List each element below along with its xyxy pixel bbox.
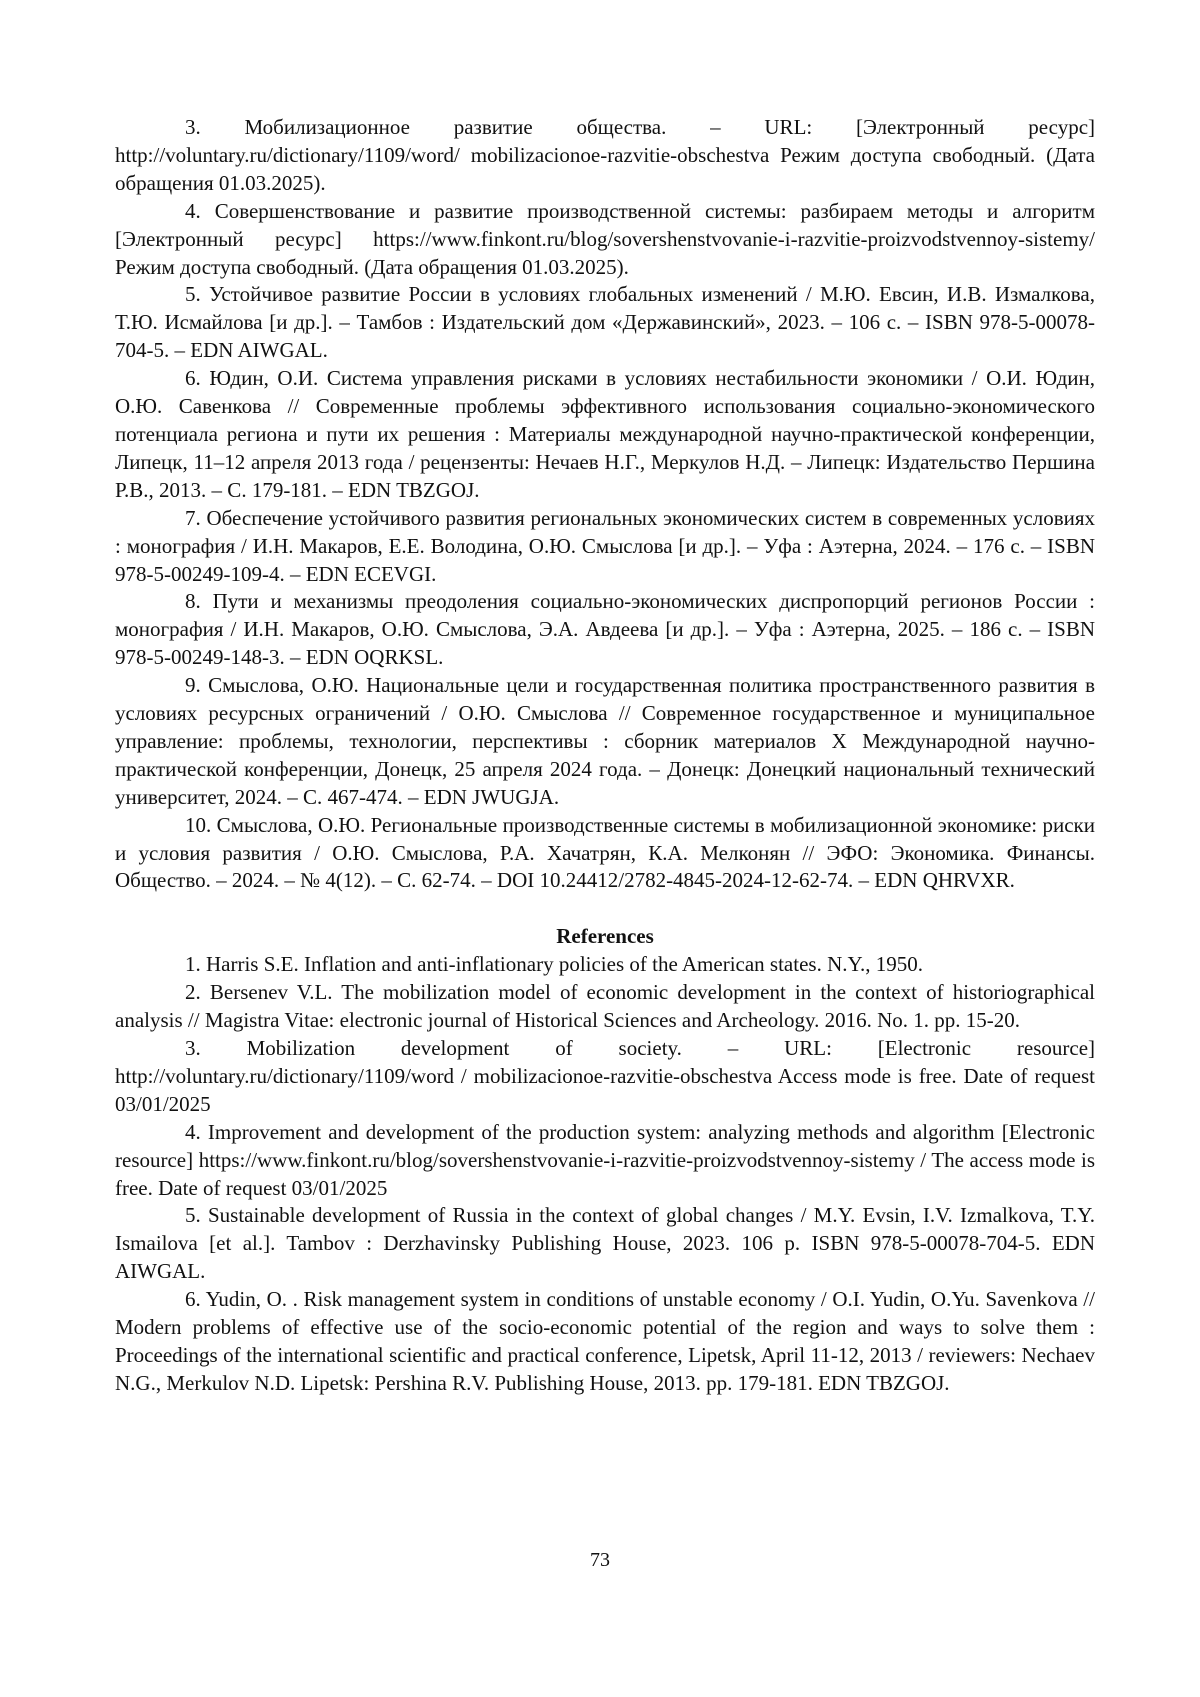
document-page xyxy=(115,114,1095,1398)
reference-text: Harris S.E. Inflation and anti-inflationary policies of the American states. N.Y., 1950. xyxy=(206,952,923,976)
reference-entry-3: 3. Mobilization development of society. – URL: [Electronic resource] http://voluntary.ru/dictionary/1109/word / mobilizacionoe-razvitie-obschestva Access mode is free. Date of request 03/01/2025 xyxy=(115,1035,1095,1119)
source-entry-4: 4. Совершенствование и развитие производственной системы: разбираем методы и алгоритм [Электронный ресурс] https://www.finkont.ru/blog/sovershenstvovanie-i-razvitie-proizvodstvennoy-sistemy/ Режим доступа свободный. (Дата обращения 01.03.2025). xyxy=(115,198,1095,282)
reference-text: Yudin, O. . Risk management system in conditions of unstable economy / O.I. Yudin, O.Yu. Savenkova // Modern problems of effective use of the socio-economic potential of the region and ways to solve them : Proceedings of the international scientific and practical conference, Lipetsk, April 11-12, 2013 / reviewers: Nechaev N.G., Merkulov N.D. Lipetsk: Pershina R.V. Publishing House, 2013. pp. 179-181. EDN TBZGOJ. xyxy=(115,1287,1095,1395)
reference-text: Improvement and development of the production system: analyzing methods and algorithm [Electronic resource] https://www.finkont.ru/blog/sovershenstvovanie-i-razvitie-proizvodstvennoy-sistemy / The access mode is free. Date of request 03/01/2025 xyxy=(115,1120,1095,1200)
source-entry-8: 8. Пути и механизмы преодоления социально-экономических диспропорций регионов России : монография / И.Н. Макаров, О.Ю. Смыслова, Э.А. Авдеева [и др.]. – Уфа : Аэтерна, 2025. – 186 с. – ISBN 978-5-00249-148-3. – EDN OQRKSL. xyxy=(115,588,1095,672)
reference-entry-1: 1. Harris S.E. Inflation and anti-inflationary policies of the American states. N.Y., 1950. xyxy=(115,951,1095,979)
source-text: Устойчивое развитие России в условиях глобальных изменений / М.Ю. Евсин, И.В. Измалкова, Т.Ю. Исмайлова [и др.]. – Тамбов : Издательский дом «Державинский», 2023. – 106 с. – ISBN 978-5-00078-704-5. – EDN AIWGAL. xyxy=(115,282,1095,362)
reference-text: Bersenev V.L. The mobilization model of economic development in the context of historiographical analysis // Magistra Vitae: electronic journal of Historical Sciences and Archeology. 2016. No. 1. pp. 15-20. xyxy=(115,980,1095,1032)
source-text: Смыслова, О.Ю. Национальные цели и государственная политика пространственного развития в условиях ресурсных ограничений / О.Ю. Смыслова // Современное государственное и муниципальное управление: проблемы, технологии, перспективы : сборник материалов X Международной научно-практической конференции, Донецк, 25 апреля 2024 года. – Донецк: Донецкий национальный технический университет, 2024. – С. 467-474. – EDN JWUGJA. xyxy=(115,673,1095,809)
reference-text: Sustainable development of Russia in the context of global changes / M.Y. Evsin, I.V. Izmalkova, T.Y. Ismailova [et al.]. Tambov : Derzhavinsky Publishing House, 2023. 106 p. ISBN 978-5-00078-704-5. EDN AIWGAL. xyxy=(115,1203,1095,1283)
reference-entry-2: 2. Bersenev V.L. The mobilization model of economic development in the context of historiographical analysis // Magistra Vitae: electronic journal of Historical Sciences and Archeology. 2016. No. 1. pp. 15-20. xyxy=(115,979,1095,1035)
reference-entry-4: 4. Improvement and development of the production system: analyzing methods and algorithm [Electronic resource] https://www.finkont.ru/blog/sovershenstvovanie-i-razvitie-proizvodstvennoy-sistemy / The access mode is free. Date of request 03/01/2025 xyxy=(115,1119,1095,1203)
reference-entry-6: 6. Yudin, O. . Risk management system in conditions of unstable economy / O.I. Yudin, O.Yu. Savenkova // Modern problems of effective use of the socio-economic potential of the region and ways to solve them : Proceedings of the international scientific and practical conference, Lipetsk, April 11-12, 2013 / reviewers: Nechaev N.G., Merkulov N.D. Lipetsk: Pershina R.V. Publishing House, 2013. pp. 179-181. EDN TBZGOJ. xyxy=(115,1286,1095,1398)
source-text: Совершенствование и развитие производственной системы: разбираем методы и алгоритм [Электронный ресурс] https://www.finkont.ru/blog/sovershenstvovanie-i-razvitie-proizvodstvennoy-sistemy/ Режим доступа свободный. (Дата обращения 01.03.2025). xyxy=(115,199,1095,279)
source-text: Смыслова, О.Ю. Региональные производственные системы в мобилизационной экономике: риски и условия развития / О.Ю. Смыслова, Р.А. Хачатрян, К.А. Мелконян // ЭФО: Экономика. Финансы. Общество. – 2024. – № 4(12). – С. 62-74. – DOI 10.24412/2782-4845-2024-12-62-74. – EDN QHRVXR. xyxy=(115,813,1095,893)
source-text: Мобилизационное развитие общества. – URL: [Электронный ресурс] http://voluntary.ru/dictionary/1109/word/ mobilizacionoe-razvitie-obschestva Режим доступа свободный. (Дата обращения 01.03.2025). xyxy=(115,115,1095,195)
source-text: Обеспечение устойчивого развития региональных экономических систем в современных условиях : монография / И.Н. Макаров, Е.Е. Володина, О.Ю. Смыслова [и др.]. – Уфа : Аэтерна, 2024. – 176 с. – ISBN 978-5-00249-109-4. – EDN ECEVGI. xyxy=(115,506,1095,586)
source-text: Юдин, О.И. Система управления рисками в условиях нестабильности экономики / О.И. Юдин, О.Ю. Савенкова // Современные проблемы эффективного использования социально-экономического потенциала региона и пути их решения : Материалы международной научно-практической конференции, Липецк, 11–12 апреля 2013 года / рецензенты: Нечаев Н.Г., Меркулов Н.Д. – Липецк: Издательство Першина Р.В., 2013. – С. 179-181. – EDN TBZGOJ. xyxy=(115,366,1095,502)
source-entry-10: 10. Смыслова, О.Ю. Региональные производственные системы в мобилизационной экономике: риски и условия развития / О.Ю. Смыслова, Р.А. Хачатрян, К.А. Мелконян // ЭФО: Экономика. Финансы. Общество. – 2024. – № 4(12). – С. 62-74. – DOI 10.24412/2782-4845-2024-12-62-74. – EDN QHRVXR. xyxy=(115,812,1095,896)
source-entry-3: 3. Мобилизационное развитие общества. – URL: [Электронный ресурс] http://voluntary.ru/dictionary/1109/word/ mobilizacionoe-razvitie-obschestva Режим доступа свободный. (Дата обращения 01.03.2025). xyxy=(115,114,1095,198)
source-list xyxy=(115,114,1095,895)
reference-text: Mobilization development of society. – URL: [Electronic resource] http://voluntary.ru/dictionary/1109/word / mobilizacionoe-razvitie-obschestva Access mode is free. Date of request 03/01/2025 xyxy=(115,1036,1095,1116)
source-text: Пути и механизмы преодоления социально-экономических диспропорций регионов России : монография / И.Н. Макаров, О.Ю. Смыслова, Э.А. Авдеева [и др.]. – Уфа : Аэтерна, 2025. – 186 с. – ISBN 978-5-00249-148-3. – EDN OQRKSL. xyxy=(115,589,1095,669)
source-entry-6: 6. Юдин, О.И. Система управления рисками в условиях нестабильности экономики / О.И. Юдин, О.Ю. Савенкова // Современные проблемы эффективного использования социально-экономического потенциала региона и пути их решения : Материалы международной научно-практической конференции, Липецк, 11–12 апреля 2013 года / рецензенты: Нечаев Н.Г., Меркулов Н.Д. – Липецк: Издательство Першина Р.В., 2013. – С. 179-181. – EDN TBZGOJ. xyxy=(115,365,1095,505)
references-heading: References xyxy=(115,923,1095,951)
reference-entry-5: 5. Sustainable development of Russia in the context of global changes / M.Y. Evsin, I.V. Izmalkova, T.Y. Ismailova [et al.]. Tambov : Derzhavinsky Publishing House, 2023. 106 p. ISBN 978-5-00078-704-5. EDN AIWGAL. xyxy=(115,1202,1095,1286)
source-entry-9: 9. Смыслова, О.Ю. Национальные цели и государственная политика пространственного развития в условиях ресурсных ограничений / О.Ю. Смыслова // Современное государственное и муниципальное управление: проблемы, технологии, перспективы : сборник материалов X Международной научно-практической конференции, Донецк, 25 апреля 2024 года. – Донецк: Донецкий национальный технический университет, 2024. – С. 467-474. – EDN JWUGJA. xyxy=(115,672,1095,812)
page-number: 73 xyxy=(0,1549,1200,1572)
source-entry-5: 5. Устойчивое развитие России в условиях глобальных изменений / М.Ю. Евсин, И.В. Измалкова, Т.Ю. Исмайлова [и др.]. – Тамбов : Издательский дом «Державинский», 2023. – 106 с. – ISBN 978-5-00078-704-5. – EDN AIWGAL. xyxy=(115,281,1095,365)
references-list xyxy=(115,951,1095,1398)
source-entry-7: 7. Обеспечение устойчивого развития региональных экономических систем в современных условиях : монография / И.Н. Макаров, Е.Е. Володина, О.Ю. Смыслова [и др.]. – Уфа : Аэтерна, 2024. – 176 с. – ISBN 978-5-00249-109-4. – EDN ECEVGI. xyxy=(115,505,1095,589)
